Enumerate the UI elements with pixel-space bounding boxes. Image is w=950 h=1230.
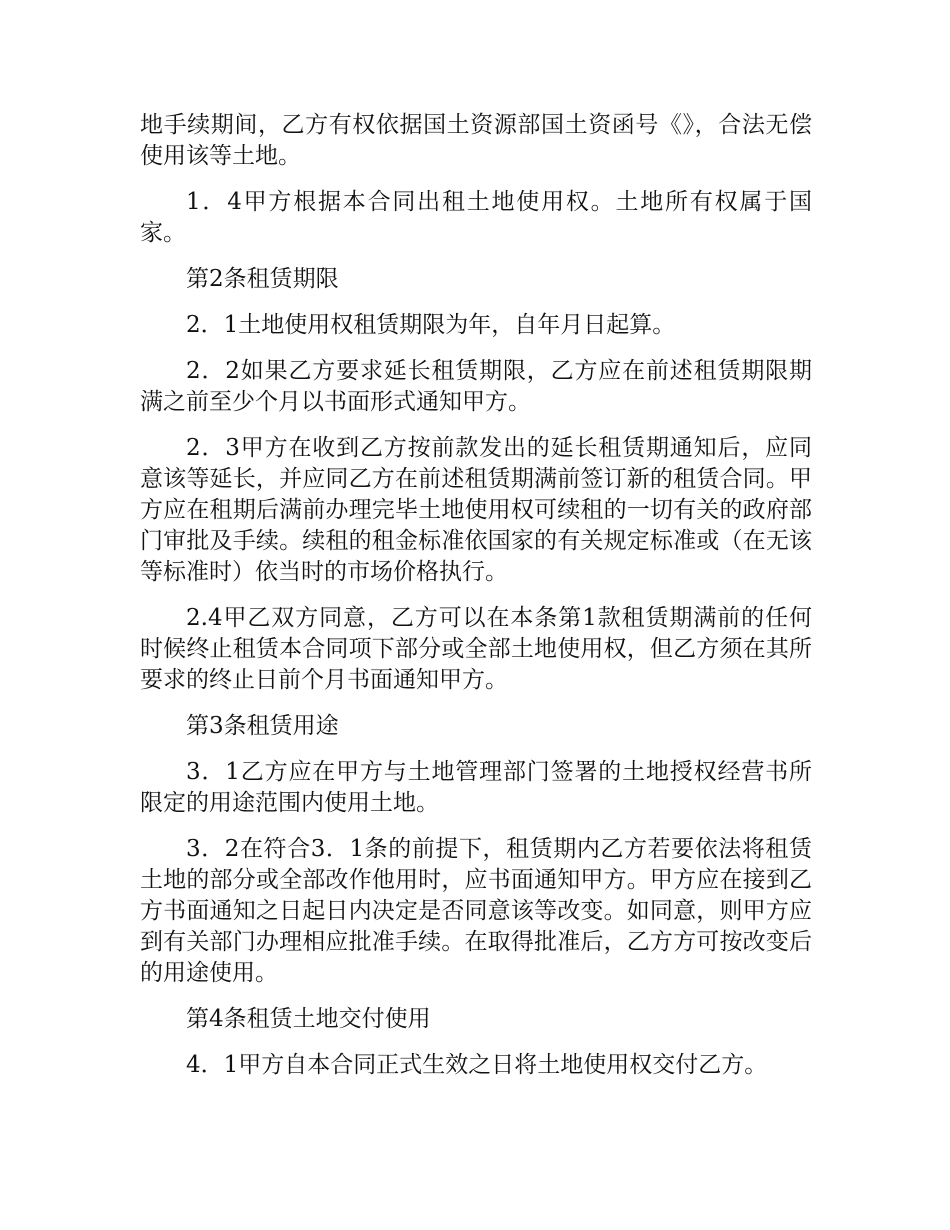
- clause-1-4: 1．4甲方根据本合同出租土地使用权。土地所有权属于国家。: [140, 189, 812, 246]
- article-4-heading: 第4条租赁土地交付使用: [186, 1006, 431, 1032]
- clause-4-1: 4．1甲方自本合同正式生效之日将土地使用权交付乙方。: [186, 1052, 768, 1078]
- clause-3-1: 3．1乙方应在甲方与土地管理部门签署的土地授权经营书所限定的用途范围内使用土地。: [140, 759, 812, 816]
- clause-2-2: 2．2如果乙方要求延长租赁期限，乙方应在前述租赁期限期满之前至少个月以书面形式通知甲方。: [140, 358, 812, 415]
- clause-3-2: 3．2在符合3．1条的前提下，租赁期内乙方若要依法将租赁土地的部分或全部改作他用时，应书面通知甲方。甲方应在接到乙方书面通知之日起日内决定是否同意该等改变。如同意，则甲方应到有关部门办理相应批准手续。在取得批准后，乙方方可按改变后的用途使用。: [140, 836, 812, 986]
- document-body: [140, 110, 812, 1096]
- paragraph-continuation: 地手续期间，乙方有权依据国土资源部国土资函号《》，合法无偿使用该等土地。: [140, 112, 812, 169]
- clause-2-3: 2．3甲方在收到乙方按前款发出的延长租赁期通知后，应同意该等延长，并应同乙方在前述租赁期满前签订新的租赁合同。甲方应在租期后满前办理完毕土地使用权可续租的一切有关的政府部门审批及手续。续租的租金标准依国家的有关规定标准或（在无该等标准时）依当时的市场价格执行。: [140, 435, 812, 585]
- article-3-heading: 第3条租赁用途: [186, 713, 339, 739]
- clause-2-4: 2.4甲乙双方同意，乙方可以在本条第1款租赁期满前的任何时候终止租赁本合同项下部分或全部土地使用权，但乙方须在其所要求的终止日前个月书面通知甲方。: [140, 605, 812, 693]
- article-2-heading: 第2条租赁期限: [186, 266, 339, 292]
- clause-2-1: 2．1土地使用权租赁期限为年，自年月日起算。: [186, 312, 676, 338]
